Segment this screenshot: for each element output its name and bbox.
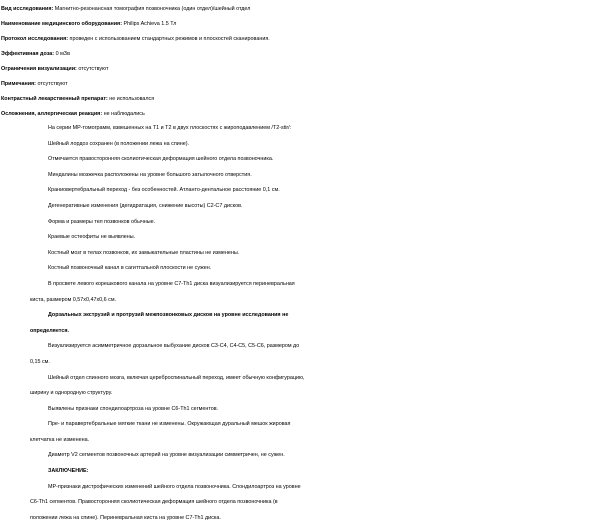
field-equipment xyxy=(0,17,590,32)
paragraph-vertebrae-shape: Форма и размеры тел позвонков обычные. xyxy=(48,218,156,225)
field-value: не использовался xyxy=(109,96,155,102)
paragraph-extrusions-line2: определяется. xyxy=(30,327,69,334)
field-value: Philips Achieva 1.5 Тл xyxy=(123,21,177,27)
field-label: Осложнения, аллергическая реакция: xyxy=(1,111,103,117)
paragraph-osteophytes: Краевые остеофиты не выявлены. xyxy=(48,234,136,241)
field-value: 0 мЗв xyxy=(55,51,70,57)
field-label: Вид исследования: xyxy=(1,6,54,12)
field-value: проведен с использованием стандартных режимов и плоскостей сканирования. xyxy=(69,36,270,42)
paragraph-tonsils: Миндалины мозжечка расположены на уровне большого затылочного отверстия. xyxy=(48,171,252,178)
paragraph-bulging-line1: Визуализируется асимметричное дорзальное выбухание дисков С3-С4, С4-С5, С5-С6, размером до xyxy=(48,343,300,350)
field-value: отсутствуют xyxy=(37,81,68,87)
paragraph-degenerative: Дегенеративные изменения (дегидратация, снижение высоты) С2-С7 дисков. xyxy=(48,202,243,209)
paragraph-soft-tissue-line1: Пре- и паравертебральные мягкие ткани не изменены. Окружающая дуральный мешок жировая xyxy=(48,421,291,428)
paragraph-lordosis: Шейный лордоз сохранен (в положении лежа на спине). xyxy=(48,140,190,147)
paragraph-arteries: Диаметр V2 сегментов позвоночных артерий на уровне визуализации симметричен, не сужен. xyxy=(48,452,285,459)
field-label: Наименование медицинского оборудования: xyxy=(1,21,122,27)
paragraph-cyst-line1: В просвете левого корешкового канала на уровне С7-Th1 диска визуализируется периневральная xyxy=(48,280,295,287)
paragraph-spinal-canal: Костный позвоночный канал в сагиттальной плоскости не сужен. xyxy=(48,265,212,272)
field-complications xyxy=(0,107,590,122)
conclusion-heading: ЗАКЛЮЧЕНИЕ: xyxy=(48,468,89,475)
report-body xyxy=(0,121,590,526)
field-limitations xyxy=(0,62,590,77)
field-study-type xyxy=(0,2,590,17)
paragraph-spinal-cord-line2: ширину и однородную структуру. xyxy=(30,390,113,397)
field-dose xyxy=(0,47,590,62)
field-label: Примечания: xyxy=(1,81,36,87)
paragraph-extrusions-line1: Дорзальных экструзий и протрузий межпозвонковых дисков на уровне исследования не xyxy=(48,312,289,319)
paragraph-bulging-line2: 0,15 см. xyxy=(30,358,50,365)
field-label: Эффективная доза: xyxy=(1,51,55,57)
conclusion-line1: МР-признаки дистрофических изменений шейного отдела позвоночника. Спондилоартроз на уровне xyxy=(48,483,301,490)
conclusion-line3: положении лежа на спине). Периневральная киста на уровне С7-Th1 диска. xyxy=(30,514,221,521)
paragraph-spinal-cord-line1: Шейный отдел спинного мозга, включая цереброспинальный переход, имеет обычную конфигурацию, xyxy=(48,374,305,381)
field-notes xyxy=(0,77,590,92)
field-value: отсутствуют xyxy=(78,66,109,72)
field-contrast xyxy=(0,92,590,107)
paragraph-craniovertebral: Краниовертебральный переход - без особенностей. Атланто-дентальное расстояние 0,1 см. xyxy=(48,187,280,194)
field-label: Контрастный лекарственный препарат: xyxy=(1,96,108,102)
field-label: Ограничения визуализации: xyxy=(1,66,77,72)
field-value: не наблюдались xyxy=(103,111,145,117)
field-label: Протокол исследования: xyxy=(1,36,69,42)
paragraph-spondyloarthrosis: Выявлены признаки спондилоартроза на уровне С6-Th1 сегментов. xyxy=(48,405,219,412)
paragraph-scoliosis: Отмечается правосторонняя сколиотическая деформация шейного отдела позвоночника. xyxy=(48,156,274,163)
paragraph-series: На серии МР-томограмм, взвешенных на Т1 и Т2 в двух плоскостях с жироподавлением /T2-stir/: xyxy=(48,125,292,131)
paragraph-bone-marrow: Костный мозг в телах позвонков, их замыкательные пластины не изменены. xyxy=(48,249,240,256)
conclusion-line2: С6-Th1 сегментов. Правосторонняя сколиотическая деформация шейного отдела позвоночника (в xyxy=(30,499,278,506)
field-protocol xyxy=(0,32,590,47)
paragraph-soft-tissue-line2: клетчатка не изменена. xyxy=(30,436,90,443)
report-header-fields xyxy=(0,2,590,122)
paragraph-cyst-line2: киста, размером 0,57х0,47х0,6 см. xyxy=(30,296,117,303)
field-value: Магнитно-резонансная томография позвоночника (один отдел)/шейный отдел xyxy=(54,6,251,12)
